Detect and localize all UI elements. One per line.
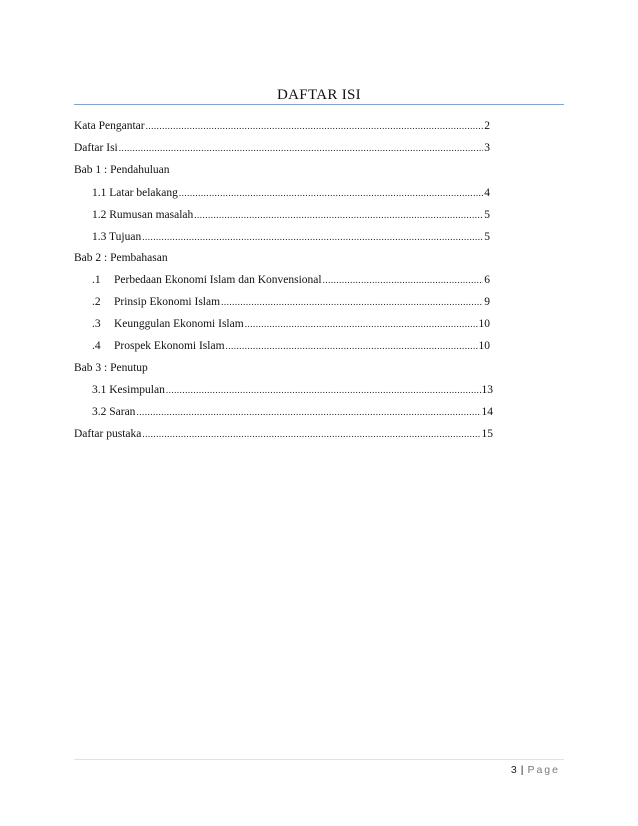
dot-leader [166, 382, 481, 398]
toc-label: Keunggulan Ekonomi Islam [114, 318, 244, 330]
toc-page-number: 6 [484, 274, 490, 286]
dot-leader [136, 404, 480, 420]
toc-entry-rumusan-masalah[interactable] [92, 207, 490, 223]
toc-entry-kesimpulan[interactable] [92, 382, 493, 398]
toc-entry-daftar-isi[interactable] [74, 140, 490, 156]
toc-label: Perbedaan Ekonomi Islam dan Konvensional [114, 274, 322, 286]
toc-label: Daftar pustaka [74, 428, 142, 440]
toc-label: 3.1 Kesimpulan [92, 384, 165, 396]
toc-entry-tujuan[interactable] [92, 229, 490, 245]
toc-label: 3.2 Saran [92, 406, 136, 418]
dot-leader [142, 229, 483, 245]
toc-label: Prinsip Ekonomi Islam [114, 296, 221, 308]
toc-page-number: 2 [484, 120, 490, 132]
toc-entry-saran[interactable] [92, 404, 493, 420]
toc-label: Daftar Isi [74, 142, 118, 154]
toc-entry-daftar-pustaka[interactable] [74, 426, 493, 442]
footer-page-word: Page [527, 764, 560, 776]
toc-entry-latar-belakang[interactable] [92, 185, 490, 201]
toc-entry-perbedaan[interactable] [92, 272, 490, 288]
dot-leader [245, 316, 478, 332]
toc-label: Prospek Ekonomi Islam [114, 340, 225, 352]
toc-page-number: 15 [481, 428, 493, 440]
toc-label: 1.2 Rumusan masalah [92, 209, 194, 221]
footer-page-number: 3 [510, 764, 517, 776]
toc-page-number: 13 [481, 384, 493, 396]
toc-label: Kata Pengantar [74, 120, 145, 132]
toc-chapter-heading-bab1[interactable]: Bab 1 : Pendahuluan [74, 164, 170, 176]
toc-chapter-heading-bab2[interactable]: Bab 2 : Pembahasan [74, 252, 168, 264]
toc-page-number: 4 [484, 187, 490, 199]
toc-number: .1 [92, 274, 101, 286]
toc-entry-keunggulan[interactable] [92, 316, 490, 332]
dot-leader [179, 185, 483, 201]
toc-chapter-heading-bab3[interactable]: Bab 3 : Penutup [74, 362, 148, 374]
footer-separator: | [520, 764, 524, 776]
toc-label: 1.1 Latar belakang [92, 187, 178, 199]
toc-page-number: 14 [481, 406, 493, 418]
toc-number: .4 [92, 340, 101, 352]
toc-page-number: 10 [478, 340, 490, 352]
toc-label: 1.3 Tujuan [92, 231, 142, 243]
toc-entry-prospek[interactable] [92, 338, 490, 354]
dot-leader [323, 272, 484, 288]
dot-leader [142, 426, 480, 442]
toc-page-number: 9 [484, 296, 490, 308]
toc-page-number: 5 [484, 231, 490, 243]
toc-number: .3 [92, 318, 101, 330]
toc-number: .2 [92, 296, 101, 308]
toc-page-number: 3 [484, 142, 490, 154]
page-footer [511, 764, 560, 776]
dot-leader [119, 140, 484, 156]
page-title: DAFTAR ISI [277, 87, 361, 103]
toc-page-number: 10 [478, 318, 490, 330]
dot-leader [226, 338, 478, 354]
toc-entry-kata-pengantar[interactable] [74, 118, 490, 134]
footer-divider [74, 759, 564, 760]
toc-entry-prinsip[interactable] [92, 294, 490, 310]
dot-leader [221, 294, 483, 310]
toc-page-number: 5 [484, 209, 490, 221]
dot-leader [194, 207, 483, 223]
dot-leader [146, 118, 484, 134]
